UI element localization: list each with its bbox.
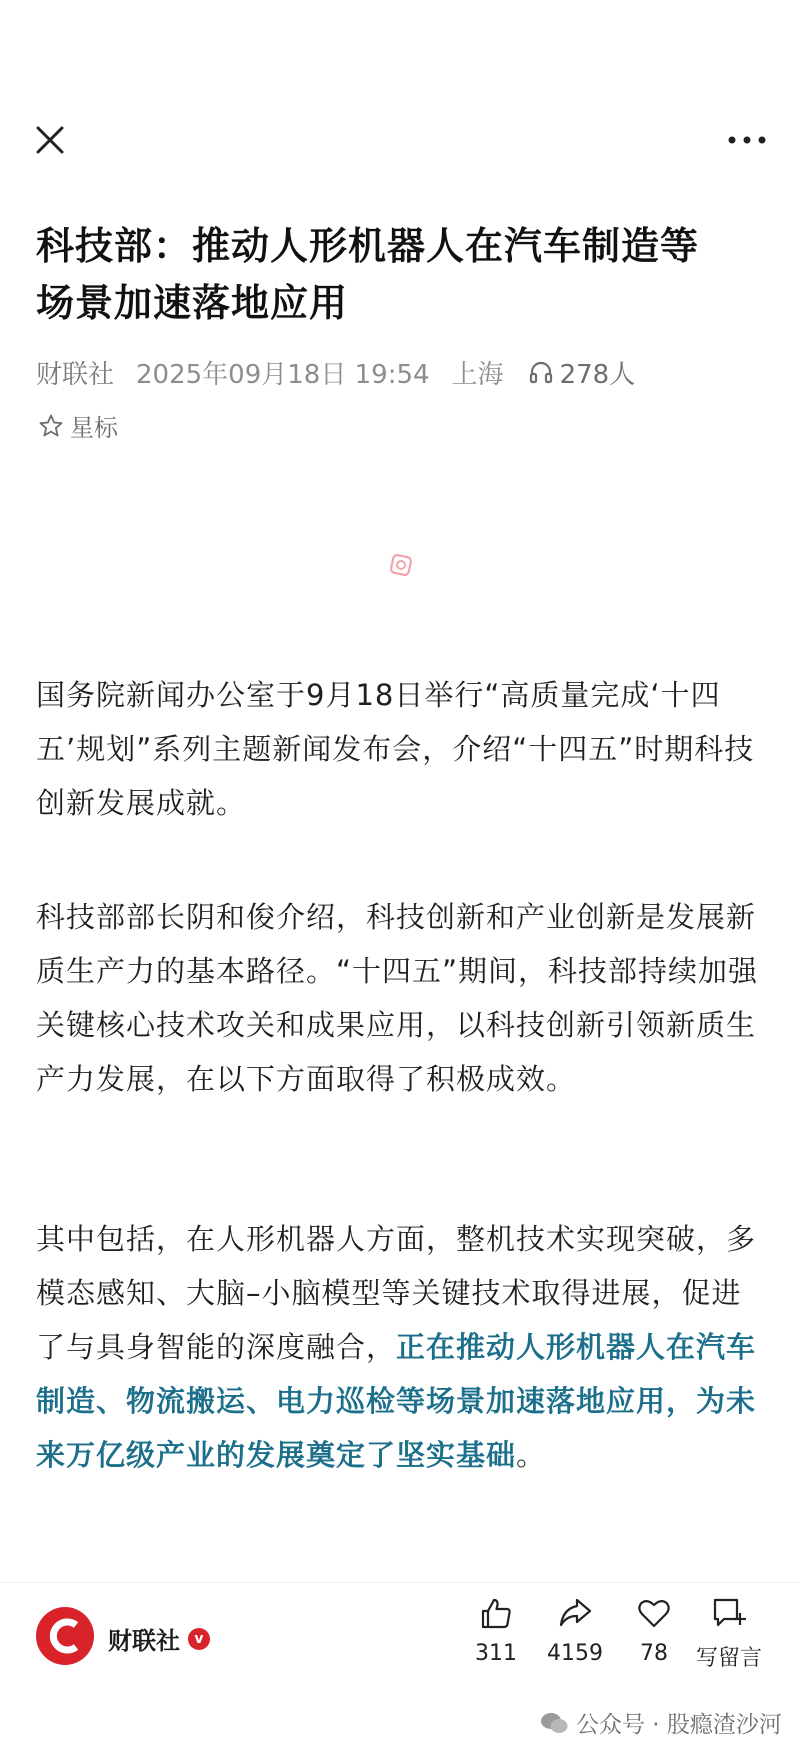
title-line-2: 场景加速落地应用 bbox=[36, 281, 349, 325]
close-button[interactable] bbox=[32, 122, 68, 158]
bottom-bar bbox=[0, 1582, 800, 1696]
publisher-logo[interactable] bbox=[36, 1607, 94, 1665]
highlighted-text: 正在推动人形机器人在汽车制造、物流搬运、电力巡检等场景加速落地应用，为未来万亿级产业的发展奠定了坚实基础 bbox=[36, 1330, 757, 1472]
article-title bbox=[36, 218, 756, 332]
publisher-name: 财联社 bbox=[108, 1627, 180, 1655]
watermark bbox=[540, 1706, 782, 1739]
like-count: 311 bbox=[475, 1641, 517, 1666]
close-icon bbox=[32, 122, 68, 158]
paragraph-3 bbox=[36, 1212, 766, 1482]
star-icon bbox=[38, 413, 64, 439]
star-button[interactable] bbox=[38, 408, 118, 443]
paragraph-3-end: 。 bbox=[516, 1438, 547, 1472]
verified-badge: v bbox=[188, 1628, 210, 1650]
listener-count: 278人 bbox=[559, 359, 636, 390]
favorite-count: 78 bbox=[640, 1641, 668, 1666]
share-button[interactable] bbox=[535, 1595, 615, 1666]
article-meta bbox=[36, 352, 635, 392]
favorite-button[interactable] bbox=[614, 1595, 694, 1666]
share-icon bbox=[557, 1595, 593, 1631]
comment-label: 写留言 bbox=[695, 1646, 762, 1671]
title-line-1: 科技部：推动人形机器人在汽车制造等 bbox=[36, 224, 700, 268]
publisher-name-button[interactable] bbox=[108, 1621, 210, 1656]
paragraph-2: 科技部部长阴和俊介绍，科技创新和产业创新是发展新质生产力的基本路径。“十四五”期间，科技部持续加强关键核心技术攻关和成果应用，以科技创新引领新质生产力发展，在以下方面取得了积极成效。 bbox=[36, 900, 759, 1096]
watermark-text: 公众号 · 股瘾渣沙河 bbox=[576, 1712, 782, 1738]
source-name[interactable]: 财联社 bbox=[36, 359, 115, 390]
paragraph-1: 国务院新闻办公室于9月18日举行“高质量完成‘十四五’规划”系列主题新闻发布会，介绍“十四五”时期科技创新发展成就。 bbox=[36, 678, 755, 820]
publish-datetime: 2025年09月18日 19:54 bbox=[136, 359, 430, 390]
location: 上海 bbox=[451, 359, 504, 390]
more-button[interactable] bbox=[724, 128, 770, 152]
thumbs-up-icon bbox=[478, 1595, 514, 1631]
listen-button[interactable] bbox=[528, 354, 636, 391]
comment-button[interactable] bbox=[689, 1595, 769, 1672]
comment-plus-icon bbox=[711, 1595, 747, 1631]
wechat-icon bbox=[540, 1712, 568, 1734]
share-count: 4159 bbox=[547, 1641, 603, 1666]
star-label: 星标 bbox=[70, 414, 118, 442]
image-placeholder-icon bbox=[388, 552, 414, 578]
top-bar bbox=[0, 110, 800, 170]
more-icon bbox=[724, 128, 770, 152]
paragraph-3-text: 其中包括，在人形机器人方面，整机技术实现突破，多模态感知、大脑–小脑模型等关键技术取得进展，促进了与具身智能的深度融合， bbox=[36, 1222, 757, 1364]
headphones-icon bbox=[528, 359, 554, 385]
like-button[interactable] bbox=[456, 1595, 536, 1666]
heart-icon bbox=[636, 1595, 672, 1631]
